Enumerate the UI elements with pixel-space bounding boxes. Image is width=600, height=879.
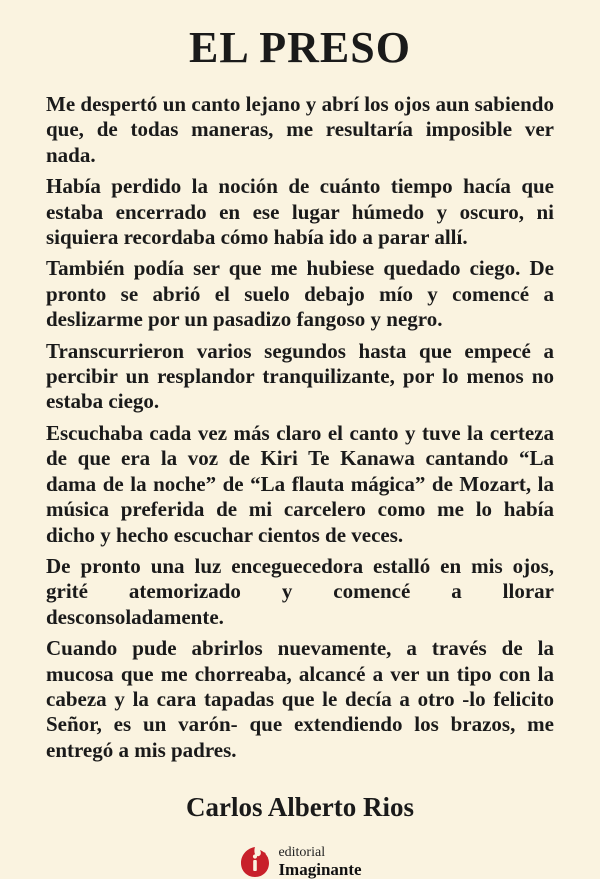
- story-title: EL PRESO: [189, 23, 411, 72]
- story-paragraph: De pronto una luz enceguecedora estalló en mis ojos, grité atemorizado y comencé a llorar desconsoladamente.: [46, 553, 554, 629]
- author-name: Carlos Alberto Rios: [186, 792, 414, 823]
- publisher-label: editorial: [278, 845, 326, 861]
- story-paragraph: También podía ser que me hubiese quedado ciego. De pronto se abrió el suelo debajo mío y comencé a deslizarme por un pasadizo fangoso y negro.: [46, 256, 554, 332]
- story-paragraph: Me despertó un canto lejano y abrí los ojos aun sabiendo que, de todas maneras, me resultaría imposible ver nada.: [46, 92, 554, 167]
- publisher-text: [278, 846, 361, 878]
- publisher-name: Imaginante: [278, 860, 362, 879]
- story-paragraph: Transcurrieron varios segundos hasta que empecé a percibir un resplandor tranquilizante, por lo menos no estaba ciego.: [46, 338, 554, 414]
- story-body: [46, 92, 554, 763]
- publisher-logo: [46, 845, 554, 879]
- story-paragraph: Había perdido la noción de cuánto tiempo hacía que estaba encerrado en ese lugar húmedo y oscuro, ni siquiera recordaba cómo había ido a parar allí.: [46, 174, 554, 250]
- story-paragraph: Cuando pude abrirlos nuevamente, a través de la mucosa que me chorreaba, alcancé a ver un tipo con la cabeza y la cara tapadas que le decía a otro -lo felicito Señor, es un varón- que extendiendo los brazos, me entregó a mis padres.: [46, 636, 554, 762]
- ink-drop-logo-icon: [238, 845, 272, 879]
- story-paragraph: Escuchaba cada vez más claro el canto y tuve la certeza de que era la voz de Kiri Te Kanawa cantando “La dama de la noche” de “La flauta mágica” de Mozart, la música preferida de mi carcelero como me lo había dicho y hecho escuchar cientos de veces.: [46, 420, 554, 547]
